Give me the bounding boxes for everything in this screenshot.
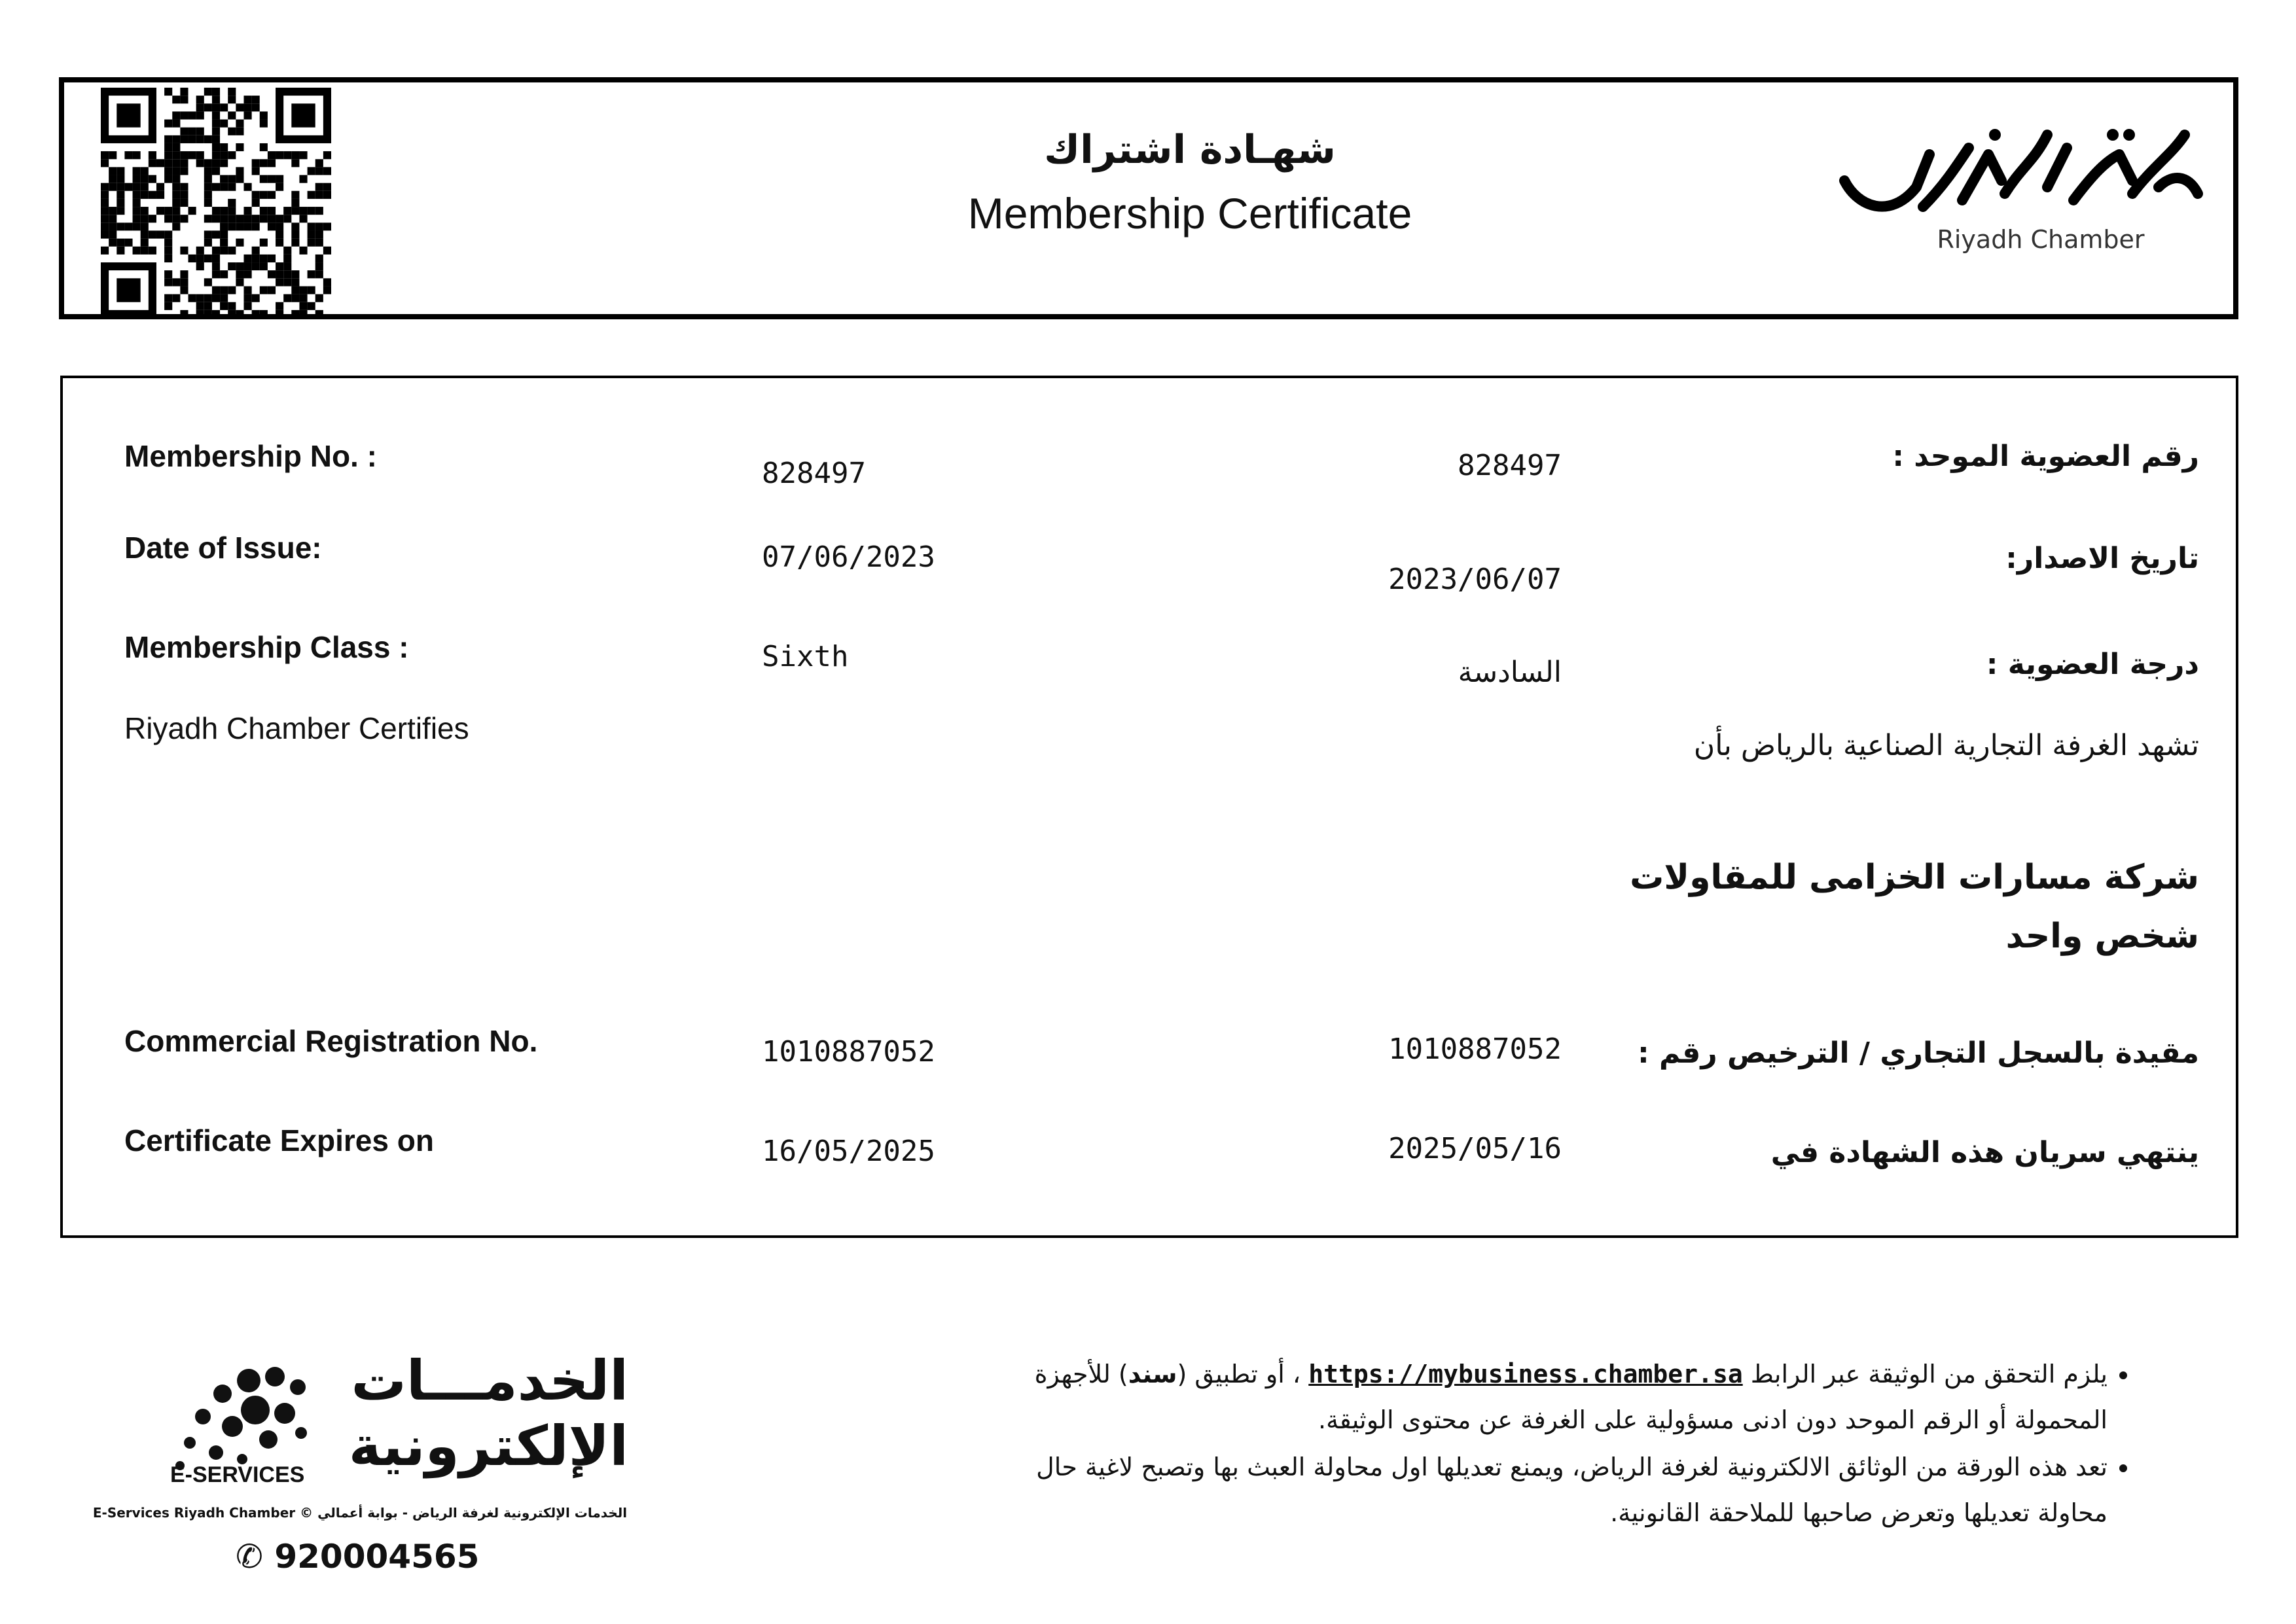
label-date-of-issue-ar: تاريخ الاصدار: [2005,542,2199,575]
logo-text-english: Riyadh Chamber [1937,225,2145,254]
value-membership-no-en: 828497 [762,457,866,490]
value-commercial-reg-ar: 1010887052 [1388,1033,1562,1066]
label-membership-class: Membership Class : [124,630,409,664]
verification-link[interactable]: https://mybusiness.chamber.sa [1308,1360,1743,1388]
value-date-of-issue-ar: 2023/06/07 [1388,563,1562,596]
label-membership-no-ar: رقم العضوية الموحد : [1892,440,2199,473]
value-commercial-reg-en: 1010887052 [762,1035,935,1068]
sanad-app-name: سند [1128,1360,1177,1388]
value-expires-en: 16/05/2025 [762,1135,935,1168]
riyadh-chamber-logo-icon [1831,109,2211,239]
label-expires-ar: ينتهي سريان هذه الشهادة في [1770,1136,2199,1169]
label-commercial-reg-ar: مقيدة بالسجل التجاري / الترخيص رقم : [1638,1036,2199,1070]
title-english: Membership Certificate [967,189,1412,238]
eservices-title-line1: الخدمـــات [351,1349,628,1413]
note1-prefix: يلزم التحقق من الوثيقة عبر الرابط [1750,1360,2108,1388]
qr-code-icon[interactable] [101,88,331,318]
label-certifies-ar: تشهد الغرفة التجارية الصناعية بالرياض بأن [1693,729,2199,762]
title-arabic: شهـادة اشتراك [1044,127,1336,173]
note-item-electronic: • تعد هذه الورقة من الوثائق الالكترونية لغرفة الرياض، ويمنع تعديلها اول محاولة العبث بها وتصبح لاغية حال محاولة تعديلها وتعرض صاحبها للملاحقة القانونية. [1021,1444,2108,1536]
note-item-verify [1021,1351,2108,1443]
label-certifies-en: Riyadh Chamber Certifies [124,711,469,745]
eservices-title-line2: الإلكترونية [348,1414,628,1478]
verification-notes [1021,1351,2134,1537]
dots-icon [170,1361,321,1479]
label-expires: Certificate Expires on [124,1123,434,1157]
note1-mid: ، أو تطبيق ( [1177,1360,1301,1388]
value-expires-ar: 2025/05/16 [1388,1132,1562,1165]
label-commercial-reg: Commercial Registration No. [124,1024,538,1058]
eservices-logo [85,1348,635,1583]
label-membership-class-ar: درجة العضوية : [1986,648,2199,681]
label-membership-no: Membership No. : [124,439,377,473]
phone-number: 920004565 [274,1538,480,1576]
certificate-body [60,376,2238,1238]
note1-suffix: ) للأجهزة المحمولة أو الرقم الموحد دون ادنى مسؤولية على الغرفة عن محتوى الوثيقة. [1034,1360,2108,1434]
eservices-caption: الخدمات الإلكترونية لغرفة الرياض - بوابة أعمالي © E-Services Riyadh Chamber [92,1505,628,1521]
value-membership-no-ar: 828497 [1458,449,1562,482]
company-name: شركة مسارات الخزامى للمقاولات شخص واحد [1630,858,2199,956]
phone-icon: ✆ [236,1538,263,1576]
eservices-phone [236,1538,479,1576]
label-date-of-issue: Date of Issue: [124,531,322,565]
value-membership-class-ar: السادسة [1458,656,1562,689]
eservices-tag: E-SERVICES [170,1462,305,1487]
certificate-header [59,77,2238,319]
value-membership-class-en: Sixth [762,640,849,673]
value-date-of-issue-en: 07/06/2023 [762,540,935,574]
